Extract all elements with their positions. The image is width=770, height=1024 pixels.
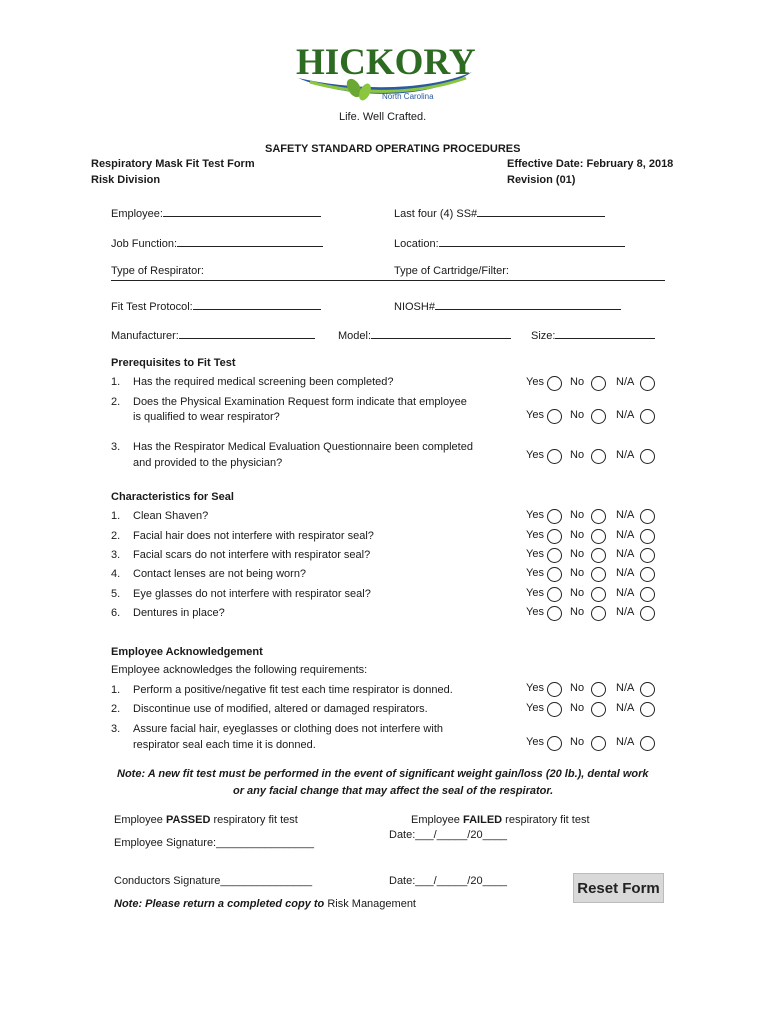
employee-signature-field[interactable]: Employee Signature:________________	[114, 837, 314, 849]
prereq-text-1: Has the required medical screening been completed?	[133, 376, 394, 388]
ack-num-1: 1.	[111, 684, 121, 696]
na-label: N/A	[616, 682, 635, 694]
no-label: No	[570, 736, 585, 748]
ack-num-3: 3.	[111, 723, 121, 735]
ack-text-2: Discontinue use of modified, altered or damaged respirators.	[133, 703, 428, 715]
manufacturer-field[interactable]	[111, 327, 315, 342]
na-label: N/A	[616, 736, 635, 748]
yes-radio[interactable]	[547, 736, 562, 751]
yes-label: Yes	[526, 409, 544, 421]
yes-radio[interactable]	[547, 587, 562, 602]
protocol-label: Fit Test Protocol:	[111, 301, 193, 313]
na-radio[interactable]	[640, 509, 655, 524]
passed-bold: PASSED	[165, 814, 211, 826]
na-radio[interactable]	[640, 376, 655, 391]
no-label: No	[570, 567, 585, 579]
niosh-label: NIOSH#	[394, 301, 435, 313]
yes-radio[interactable]	[547, 449, 562, 464]
yes-label: Yes	[526, 682, 544, 694]
respirator-underline	[111, 280, 665, 281]
seal-text-1: Clean Shaven?	[133, 510, 209, 522]
na-label: N/A	[616, 548, 635, 560]
no-radio[interactable]	[591, 606, 606, 621]
yes-radio[interactable]	[547, 376, 562, 391]
no-radio[interactable]	[591, 376, 606, 391]
page-title: SAFETY STANDARD OPERATING PROCEDURES	[265, 143, 521, 155]
na-label: N/A	[616, 567, 635, 579]
employee-field[interactable]	[111, 205, 321, 220]
cartridge-type-label: Type of Cartridge/Filter:	[394, 265, 509, 277]
na-label: N/A	[616, 509, 635, 521]
yes-label: Yes	[526, 529, 544, 541]
yes-label: Yes	[526, 567, 544, 579]
na-label: N/A	[616, 376, 635, 388]
prereq-title: Prerequisites to Fit Test	[111, 357, 236, 369]
prereq-item-2: 2.	[111, 396, 121, 408]
ack-text-3b: respirator seal each time it is donned.	[133, 739, 316, 751]
no-radio[interactable]	[591, 409, 606, 424]
revision: Revision (01)	[507, 174, 576, 186]
na-label: N/A	[616, 587, 635, 599]
seal-num-5: 5.	[111, 588, 121, 600]
ack-title: Employee Acknowledgement	[111, 646, 263, 658]
date-field-2[interactable]: Date:___/_____/20____	[389, 875, 508, 887]
conductor-signature-field[interactable]: Conductors Signature_______________	[114, 875, 313, 887]
no-label: No	[570, 606, 585, 618]
last-four-label: Last four (4) SS#	[394, 208, 478, 220]
model-field[interactable]	[338, 327, 511, 342]
ack-text-1: Perform a positive/negative fit test each time respirator is donned.	[133, 684, 453, 696]
seal-num-3: 3.	[111, 549, 121, 561]
na-label: N/A	[616, 606, 635, 618]
logo-subtitle: North Carolina	[382, 92, 434, 101]
date-field-1[interactable]: Date:___/_____/20____	[389, 829, 508, 841]
na-radio[interactable]	[640, 702, 655, 717]
na-radio[interactable]	[640, 736, 655, 751]
failed-bold: FAILED	[462, 814, 503, 826]
no-label: No	[570, 702, 585, 714]
hickory-logo	[290, 38, 480, 104]
yes-label: Yes	[526, 702, 544, 714]
na-radio[interactable]	[640, 587, 655, 602]
failed-prefix: Employee	[411, 814, 463, 826]
na-radio[interactable]	[640, 449, 655, 464]
yes-label: Yes	[526, 587, 544, 599]
footer-note	[114, 898, 416, 910]
no-label: No	[570, 449, 585, 461]
failed-label[interactable]	[411, 814, 590, 826]
no-radio[interactable]	[591, 548, 606, 563]
yes-radio[interactable]	[547, 606, 562, 621]
passed-label[interactable]	[114, 814, 298, 826]
manufacturer-label: Manufacturer:	[111, 330, 179, 342]
respirator-type-field[interactable]	[111, 265, 204, 277]
yes-label: Yes	[526, 376, 544, 388]
prereq-item-1	[111, 376, 120, 388]
na-label: N/A	[616, 449, 635, 461]
protocol-field[interactable]	[111, 298, 321, 313]
seal-text-6: Dentures in place?	[133, 607, 225, 619]
na-radio[interactable]	[640, 567, 655, 582]
ack-text-3: Assure facial hair, eyeglasses or clothing does not interfere with	[133, 723, 443, 735]
no-label: No	[570, 376, 585, 388]
no-radio[interactable]	[591, 529, 606, 544]
yes-radio[interactable]	[547, 567, 562, 582]
form-name: Respiratory Mask Fit Test Form	[91, 158, 255, 170]
yes-label: Yes	[526, 736, 544, 748]
passed-prefix: Employee	[114, 814, 166, 826]
no-radio[interactable]	[591, 682, 606, 697]
seal-text-4: Contact lenses are not being worn?	[133, 568, 307, 580]
yes-label: Yes	[526, 548, 544, 560]
no-label: No	[570, 548, 585, 560]
location-label: Location:	[394, 238, 439, 250]
tagline: Life. Well Crafted.	[339, 111, 427, 123]
last-four-ss-field[interactable]	[394, 205, 605, 220]
prereq-item-3: 3.	[111, 441, 121, 453]
seal-text-5: Eye glasses do not interfere with respirator seal?	[133, 588, 371, 600]
note-line-2: or any facial change that may affect the seal of the respirator.	[233, 785, 554, 797]
yes-label: Yes	[526, 606, 544, 618]
footer-note-rest: Risk Management	[324, 898, 416, 910]
model-label: Model:	[338, 330, 372, 342]
yes-label: Yes	[526, 449, 544, 461]
no-radio[interactable]	[591, 449, 606, 464]
na-radio[interactable]	[640, 529, 655, 544]
seal-num-2: 2.	[111, 530, 121, 542]
na-radio[interactable]	[640, 606, 655, 621]
seal-text-2: Facial hair does not interfere with respirator seal?	[133, 530, 374, 542]
seal-num-1: 1.	[111, 510, 121, 522]
na-radio[interactable]	[640, 548, 655, 563]
size-field[interactable]	[531, 327, 655, 342]
no-label: No	[570, 409, 585, 421]
reset-form-button[interactable]: Reset Form	[573, 873, 664, 903]
yes-radio[interactable]	[547, 548, 562, 563]
seal-title: Characteristics for Seal	[111, 491, 234, 503]
yes-radio[interactable]	[547, 702, 562, 717]
na-radio[interactable]	[640, 409, 655, 424]
no-radio[interactable]	[591, 736, 606, 751]
prereq-text-3: Has the Respirator Medical Evaluation Questionnaire been completed	[133, 441, 473, 453]
no-radio[interactable]	[591, 587, 606, 602]
niosh-field[interactable]	[394, 298, 621, 313]
passed-suffix: respiratory fit test	[210, 814, 298, 826]
seal-num-4: 4.	[111, 568, 121, 580]
yes-radio[interactable]	[547, 682, 562, 697]
job-function-label: Job Function:	[111, 238, 178, 250]
ack-intro: Employee acknowledges the following requirements:	[111, 664, 368, 676]
yes-radio[interactable]	[547, 409, 562, 424]
prereq-text-3b: and provided to the physician?	[133, 457, 283, 469]
na-radio[interactable]	[640, 682, 655, 697]
no-label: No	[570, 529, 585, 541]
cartridge-type-field[interactable]	[394, 265, 509, 277]
failed-suffix: respiratory fit test	[502, 814, 590, 826]
seal-text-3: Facial scars do not interfere with respirator seal?	[133, 549, 371, 561]
no-radio[interactable]	[591, 509, 606, 524]
division: Risk Division	[91, 174, 161, 186]
ack-num-2: 2.	[111, 703, 121, 715]
yes-label: Yes	[526, 509, 544, 521]
note-line-1: Note: A new fit test must be performed in the event of significant weight gain/loss (20 lb.), dental work	[117, 768, 649, 780]
no-label: No	[570, 587, 585, 599]
yes-radio[interactable]	[547, 509, 562, 524]
job-function-field[interactable]	[111, 235, 323, 250]
prereq-num: 1.	[111, 376, 121, 388]
no-radio[interactable]	[591, 702, 606, 717]
location-field[interactable]	[394, 235, 625, 250]
prereq-text-2b: is qualified to wear respirator?	[133, 411, 280, 423]
na-label: N/A	[616, 409, 635, 421]
no-radio[interactable]	[591, 567, 606, 582]
na-label: N/A	[616, 702, 635, 714]
respirator-type-label: Type of Respirator:	[111, 265, 204, 277]
size-label: Size:	[531, 330, 556, 342]
no-label: No	[570, 509, 585, 521]
employee-label: Employee:	[111, 208, 163, 220]
seal-num-6: 6.	[111, 607, 121, 619]
na-label: N/A	[616, 529, 635, 541]
logo-wordmark: HICKORY	[296, 42, 476, 83]
yes-radio[interactable]	[547, 529, 562, 544]
prereq-text-2: Does the Physical Examination Request form indicate that employee	[133, 396, 467, 408]
footer-note-bold: Note: Please return a completed copy to	[114, 898, 325, 910]
no-label: No	[570, 682, 585, 694]
effective-date: Effective Date: February 8, 2018	[507, 158, 674, 170]
